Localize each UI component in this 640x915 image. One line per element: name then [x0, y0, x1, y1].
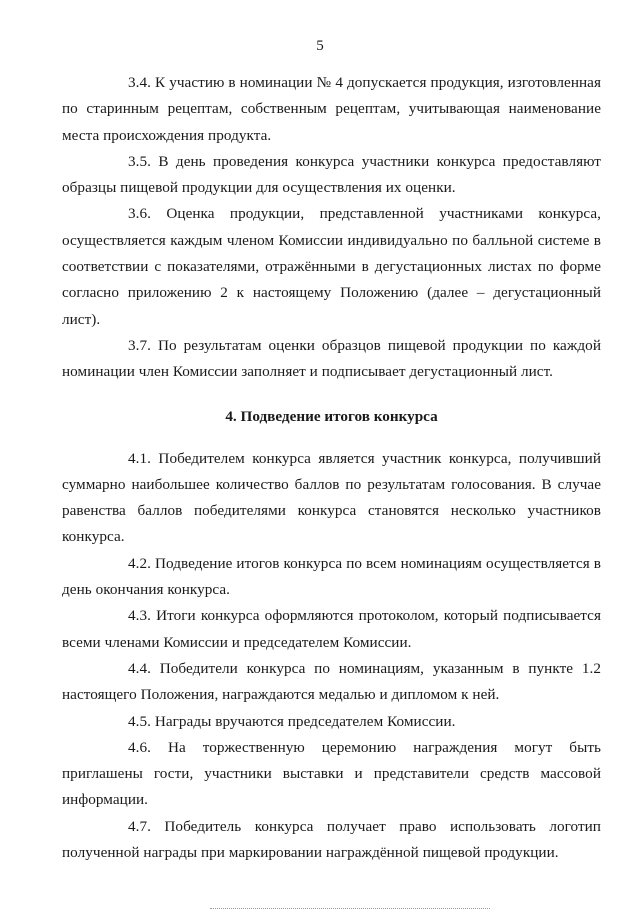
paragraph-4-7: 4.7. Победитель конкурса получает право использовать логотип полученной награды при маркировании награждённой пищевой продукции. — [62, 817, 601, 862]
paragraph-3-5: 3.5. В день проведения конкурса участники конкурса предоставляют образцы пищевой продукции для осуществления их оценки. — [62, 152, 601, 197]
page-number: 5 — [316, 38, 324, 54]
paragraph-4-5: 4.5. Награды вручаются председателем Комиссии. — [128, 712, 456, 730]
paragraph-3-7: 3.7. По результатам оценки образцов пищевой продукции по каждой номинации член Комиссии заполняет и подписывает дегустационный лист. — [62, 336, 601, 381]
paragraph-4-3: 4.3. Итоги конкурса оформляются протоколом, который подписывается всеми членами Комиссии и председателем Комиссии. — [62, 607, 601, 651]
paragraph-4-2: 4.2. Подведение итогов конкурса по всем номинациям осуществляется в день окончания конкурса. — [62, 554, 601, 599]
paragraph-3-6: 3.6. Оценка продукции, представленной участниками конкурса, осуществляется каждым членом Комиссии индивидуально по балльной системе в соответствии с показателями, отражёнными в дегустационных листах по форме согласно приложению 2 к настоящему Положению (далее – дегустационный лист). — [62, 205, 601, 328]
scan-edge-line — [210, 908, 490, 909]
paragraph-4-6: 4.6. На торжественную церемонию награждения могут быть приглашены гости, участники выставки и представители средств массовой информации. — [62, 738, 601, 809]
paragraph-3-4: 3.4. К участию в номинации № 4 допускается продукция, изготовленная по старинным рецептам, собственным рецептам, учитывающая наименование места происхождения продукта. — [62, 74, 601, 144]
paragraph-4-4: 4.4. Победители конкурса по номинациям, указанным в пункте 1.2 настоящего Положения, награждаются медалью и дипломом к ней. — [62, 659, 601, 704]
document-body — [62, 70, 601, 866]
section-heading: 4. Подведение итогов конкурса — [225, 407, 438, 425]
paragraph-4-1: 4.1. Победителем конкурса является участник конкурса, получивший суммарно наибольшее количество баллов по результатам голосования. В случае равенства баллов победителями конкурса становятся несколько участников конкурса. — [62, 449, 601, 546]
